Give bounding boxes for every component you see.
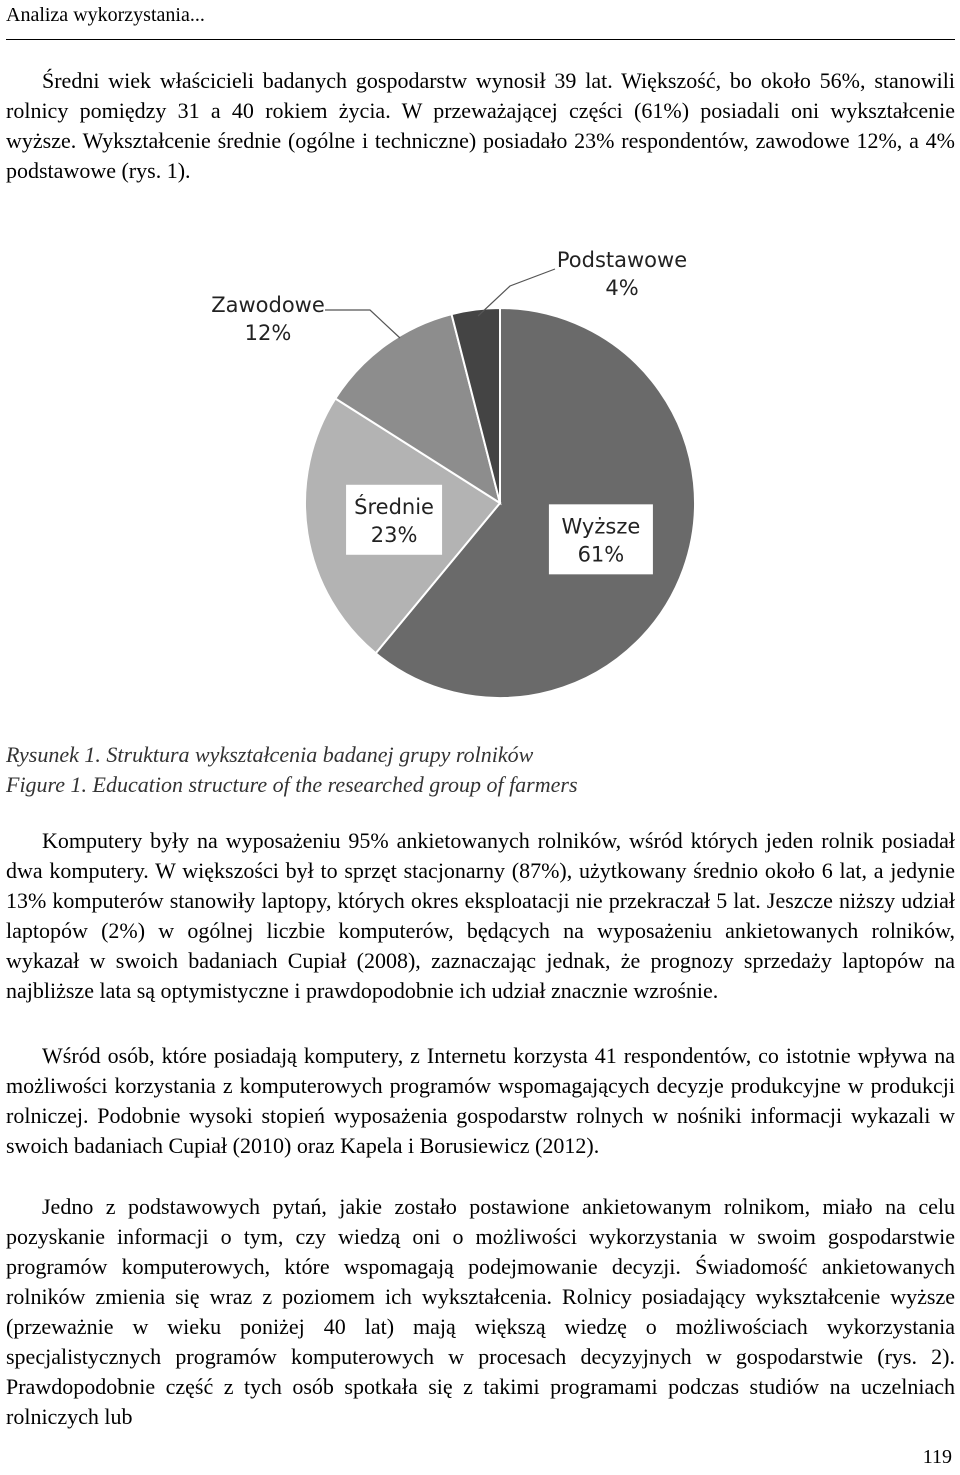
education-pie-chart xyxy=(0,228,960,728)
slice-label-średnie: Średnie xyxy=(354,494,434,519)
page-number: 119 xyxy=(922,1446,952,1468)
slice-value-zawodowe: 12% xyxy=(244,321,292,345)
slice-value-wyższe: 61% xyxy=(577,542,625,567)
paragraph-3: Wśród osób, które posiadają komputery, z Internetu korzysta 41 respondentów, co istotnie wpływa na możliwości korzystania z komputerowych programów wspomagających decyzje produkcyjne w produkcji rolniczej. Podobnie wysoki stopień wyposażenia gospodarstw rolnych w nośniki informacji wykazali w swoich badaniach Cupiał (2010) oraz Kapela i Borusiewicz (2012). xyxy=(6,1043,955,1158)
leader-line-zawodowe xyxy=(325,310,400,338)
slice-value-średnie: 23% xyxy=(370,522,418,547)
slice-label-zawodowe: Zawodowe xyxy=(211,293,325,317)
header-rule xyxy=(6,39,955,40)
running-title: Analiza wykorzystania... xyxy=(6,4,205,26)
paragraph-4: Jedno z podstawowych pytań, jakie zostało postawione ankietowanym rolnikom, miało na celu pozyskanie informacji o tym, czy wiedzą oni o możliwości wykorzystania w swoim gospodarstwie programów komputerowych, które wspomagają podejmowanie decyzji. Świadomość ankietowanych rolników zmienia się wraz z poziomem ich wykształcenia. Rolnicy posiadający wykształcenie wyższe (przeważnie w wieku poniżej 40 lat) mają większą wiedzę o możliwościach wykorzystania specjalistycznych programów komputerowych w procesach decyzyjnych w gospodarstwie (rys. 2). Prawdopodobnie część z tych osób spotkała się z takimi programami podczas studiów na uczelniach rolniczych lub xyxy=(6,1194,955,1429)
slice-label-wyższe: Wyższe xyxy=(561,514,641,539)
paragraph-2: Komputery były na wyposażeniu 95% ankietowanych rolników, wśród których jeden rolnik posiadał dwa komputery. W większości był to sprzęt stacjonarny (87%), użytkowany średnio około 6 lat, a jedynie 13% komputerów stanowiły laptopy, których okres eksploatacji nie przekraczał 5 lat. Jeszcze niższy udział laptopów (2%) w ogólnej liczbie komputerów, będących na wyposażeniu ankietowanych rolników, wykazał w swoich badaniach Cupiał (2008), zaznaczając jednak, że prognozy sprzedaży laptopów na najbliższe lata są optymistyczne i prawdopodobnie ich udział znacznie wzrośnie. xyxy=(6,828,955,1003)
paragraph-1: Średni wiek właścicieli badanych gospodarstw wynosił 39 lat. Większość, bo około 56%, stanowili rolnicy pomiędzy 31 a 40 rokiem życia. W przeważającej części (61%) posiadali oni wykształcenie wyższe. Wykształcenie średnie (ogólne i techniczne) posiadało 23% respondentów, zawodowe 12%, a 4% podstawowe (rys. 1). xyxy=(6,68,955,183)
slice-label-podstawowe: Podstawowe xyxy=(556,248,688,272)
slice-value-podstawowe: 4% xyxy=(605,276,639,300)
figure-caption-en: Figure 1. Education structure of the researched group of farmers xyxy=(6,772,578,797)
figure-caption-pl: Rysunek 1. Struktura wykształcenia badanej grupy rolników xyxy=(6,742,534,767)
